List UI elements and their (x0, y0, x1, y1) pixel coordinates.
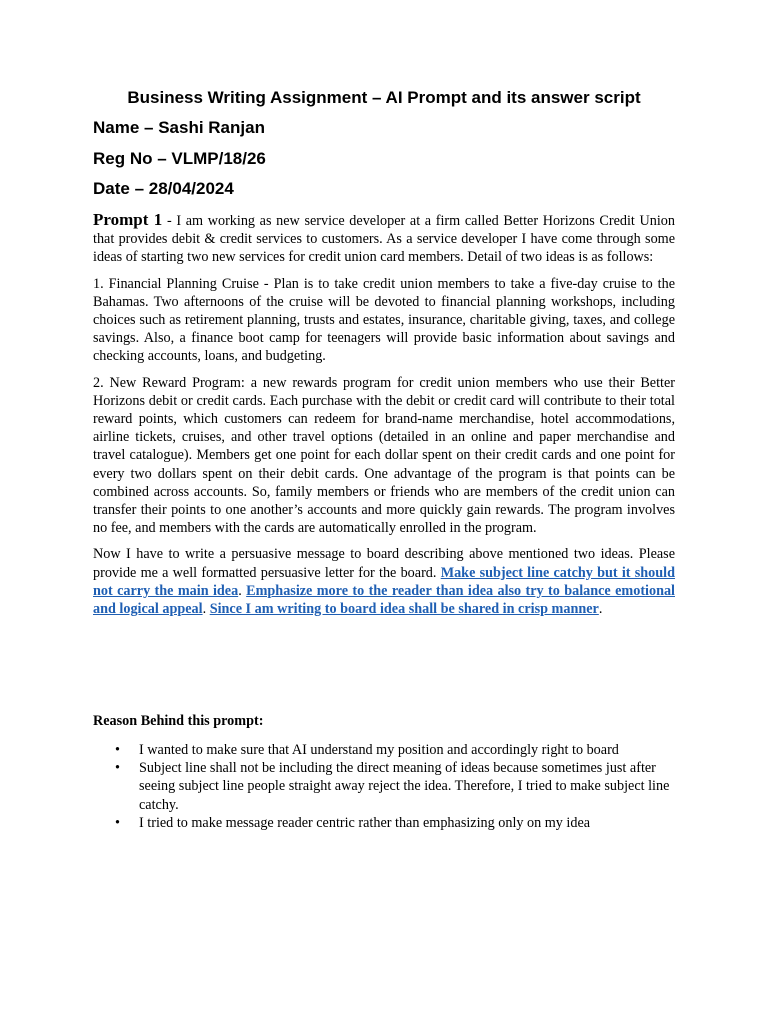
list-item-text: Subject line shall not be including the direct meaning of ideas because sometimes just after seeing subject line people straight away reject the idea. Therefore, I tried to make subject line catchy. (139, 760, 670, 813)
list-item (93, 759, 675, 814)
idea-1-paragraph: 1. Financial Planning Cruise - Plan is to take credit union members to take a five-day cruise to the Bahamas. Two afternoons of the cruise will be devoted to financial planning workshops, including choices such as retirement planning, trusts and estates, insurance, charitable giving, taxes, and college savings. Also, a finance boot camp for teenagers will provide basic information about savings and checking accounts, loans, and budgeting. (93, 275, 675, 365)
assignment-date: Date – 28/04/2024 (93, 179, 234, 198)
registration-number: Reg No – VLMP/18/26 (93, 149, 266, 168)
separator-2: . (202, 601, 210, 618)
student-name: Name – Sashi Ranjan (93, 118, 265, 137)
crisp-manner-link[interactable]: Since I am writing to board idea shall be shared in crisp manner (209, 601, 599, 618)
reason-list (93, 741, 675, 832)
list-item (93, 814, 675, 832)
prompt-intro-paragraph (93, 211, 675, 267)
bullet-icon: • (115, 760, 120, 777)
idea-2-paragraph: 2. New Reward Program: a new rewards program for credit union members who use their Better Horizons debit or credit cards. Each purchase with the debit or credit card will contribute to their total reward points, which customers can redeem for brand-name merchandise, hotel accommodations, airline tickets, cruises, and other travel options (detailed in an online and paper merchandise and travel catalogue). Members get one point for each dollar spent on their credit cards and one point for every two dollars spent on their debit cards. One advantage of the program is that points can be combined across accounts. So, family members or friends who are members of the credit union can transfer their points to one another’s accounts and more quickly gain rewards. The program involves no fee, and members with the cards are automatically enrolled in the program. (93, 374, 675, 537)
emphasize-reader-link[interactable]: Emphasize more to the reader than idea also try to balance emotional and logical appeal (93, 582, 675, 618)
list-item (93, 741, 675, 759)
list-item-text: I wanted to make sure that AI understand my position and accordingly right to board (139, 742, 619, 758)
reason-heading: Reason Behind this prompt: (93, 713, 264, 729)
closing-period: . (598, 601, 603, 618)
prompt-section (93, 211, 675, 626)
bullet-icon: • (115, 742, 120, 758)
subject-line-link[interactable]: Make subject line catchy but it should not carry the main idea (93, 564, 676, 599)
closing-text: Now I have to write a persuasive message to board describing above mentioned two ideas. Please provide me a well formatted persuasive letter for the board. (93, 546, 675, 581)
separator-1: . (238, 582, 247, 599)
list-item-text: I tried to make message reader centric rather than emphasizing only on my idea (139, 814, 591, 831)
prompt-intro-text: - I am working as new service developer at a firm called Better Horizons Credit Union that provides debit & credit services to customers. As a service developer I have come through some ideas of starting two new services for credit union card members. Detail of two ideas is as follows: (93, 213, 675, 266)
document-title: Business Writing Assignment – AI Prompt and its answer script (127, 88, 641, 107)
prompt-label: Prompt 1 (93, 210, 163, 229)
bullet-icon: • (115, 814, 120, 831)
closing-paragraph (93, 545, 675, 618)
